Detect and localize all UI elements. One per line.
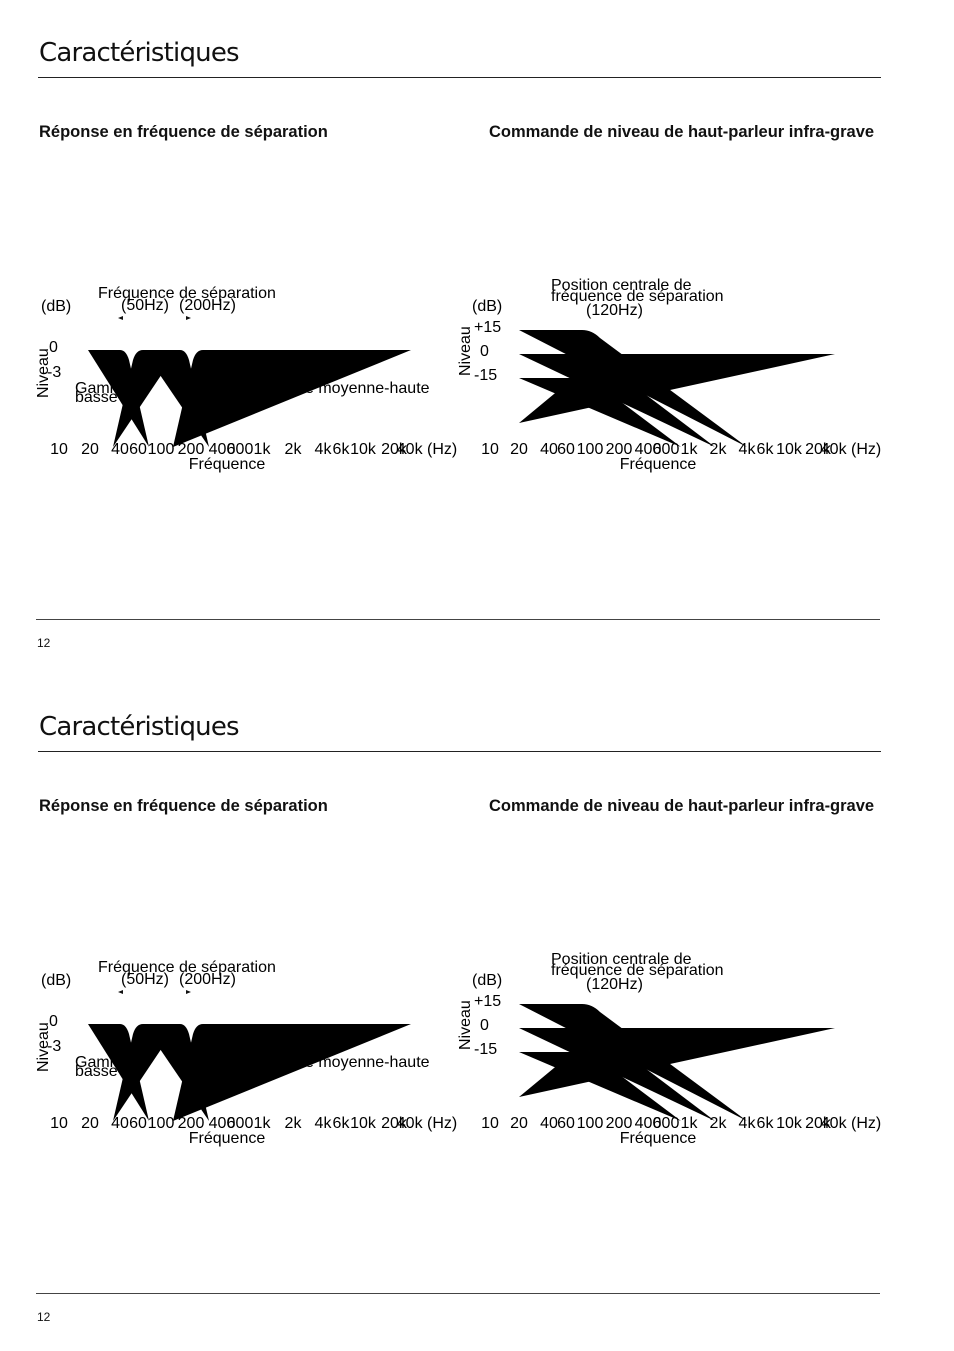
page-number: 12 xyxy=(37,636,51,650)
footer-rule xyxy=(36,619,880,620)
section-heading-crossover: Réponse en fréquence de séparation xyxy=(39,123,328,141)
manual-page-bottom xyxy=(0,674,954,1349)
page-number: 12 xyxy=(37,1310,51,1324)
section-heading-subwoofer-level: Commande de niveau de haut-parleur infra-grave xyxy=(489,123,875,141)
page-title: Caractéristiques xyxy=(39,712,239,742)
subwoofer-level-chart xyxy=(0,674,954,1349)
section-heading-crossover: Réponse en fréquence de séparation xyxy=(39,797,328,815)
manual-page-top xyxy=(0,0,954,675)
page-title: Caractéristiques xyxy=(39,38,239,68)
footer-rule xyxy=(36,1293,880,1294)
section-heading-subwoofer-level: Commande de niveau de haut-parleur infra-grave xyxy=(489,797,875,815)
subwoofer-level-chart xyxy=(0,0,954,675)
